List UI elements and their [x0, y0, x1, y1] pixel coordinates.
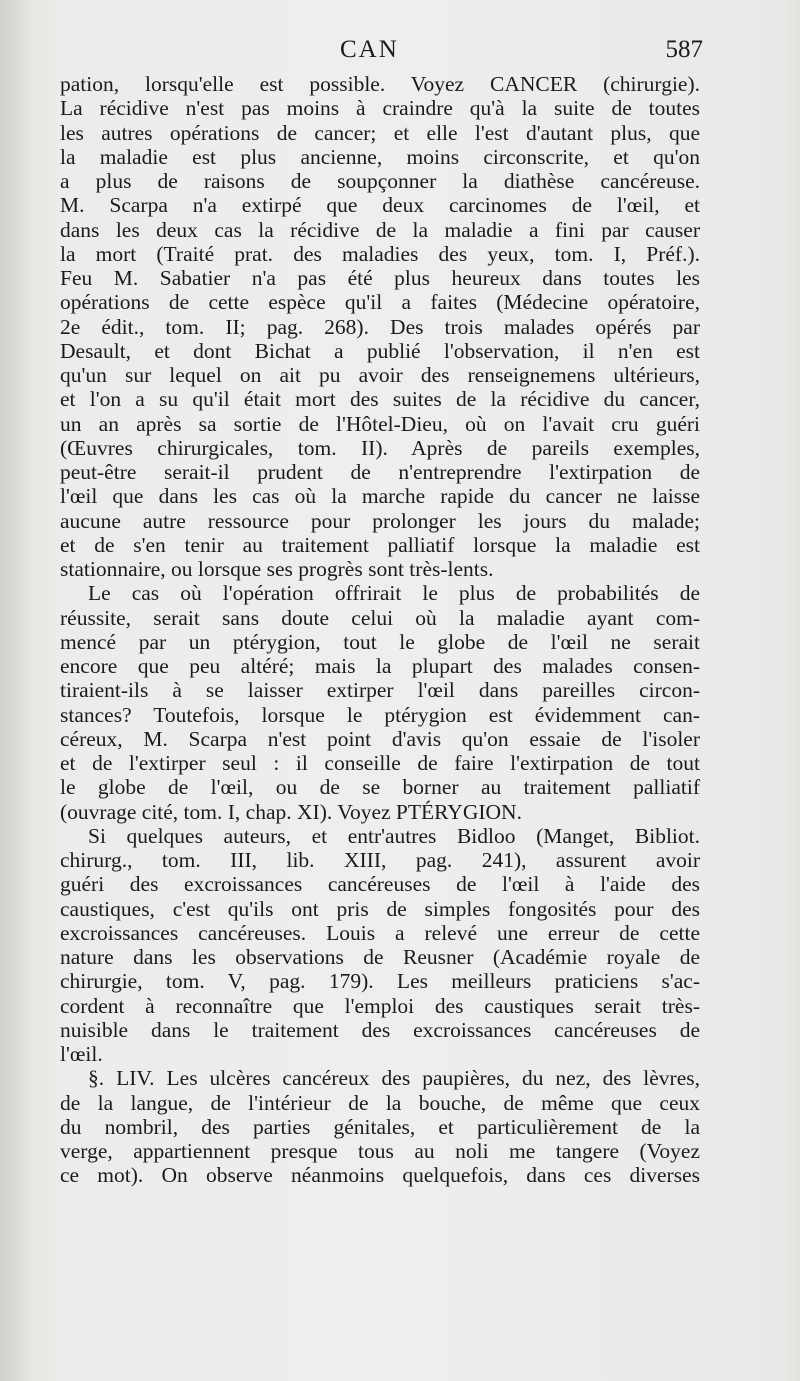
paragraph	[60, 824, 700, 1067]
text-line: Le cas où l'opération offrirait le plus de probabilités de	[88, 581, 700, 606]
text-line: guéri des excroissances cancéreuses de l'œil à l'aide des	[60, 872, 700, 897]
text-line: et l'on a su qu'il était mort des suites de la récidive du cancer,	[60, 387, 700, 412]
text-line: et de l'extirper seul : il conseille de faire l'extirpation de tout	[60, 751, 700, 775]
text-line: le globe de l'œil, ou de se borner au traitement palliatif	[60, 775, 700, 800]
text-line: ce mot). On observe néanmoins quelquefois, dans ces diverses	[60, 1163, 700, 1188]
text-line: la mort (Traité prat. des maladies des yeux, tom. I, Préf.).	[60, 241, 700, 266]
text-line: nature dans les observations de Reusner (Académie royale de	[60, 945, 700, 969]
text-line: dans les deux cas la récidive de la maladie a fini par causer	[60, 217, 700, 242]
running-title: CAN	[340, 36, 399, 63]
text-line: Si quelques auteurs, et entr'autres Bidloo (Manget, Bibliot.	[88, 823, 700, 848]
text-line: encore que peu altéré; mais la plupart des malades consen-	[60, 654, 700, 678]
text-line: qu'un sur lequel on ait pu avoir des renseignemens ultérieurs,	[60, 363, 700, 387]
paragraph	[60, 72, 700, 581]
text-line: §. LIV. Les ulcères cancéreux des paupières, du nez, des lèvres,	[88, 1066, 700, 1091]
paragraph	[60, 581, 700, 824]
text-line: pation, lorsqu'elle est possible. Voyez CANCER (chirurgie).	[60, 72, 700, 96]
text-line: Feu M. Sabatier n'a pas été plus heureux dans toutes les	[60, 266, 700, 290]
text-line: opérations de cette espèce qu'il a faites (Médecine opératoire,	[60, 290, 700, 315]
running-head	[60, 36, 703, 70]
text-line: caustiques, c'est qu'ils ont pris de simples fongosités pour des	[60, 896, 700, 921]
paragraph	[60, 1066, 700, 1187]
text-line: peut-être serait-il prudent de n'entreprendre l'extirpation de	[60, 460, 700, 484]
text-line: mencé par un ptérygion, tout le globe de l'œil ne serait	[60, 629, 700, 654]
text-line: (Œuvres chirurgicales, tom. II). Après de pareils exemples,	[60, 435, 700, 460]
body-text	[60, 72, 700, 1188]
text-line: M. Scarpa n'a extirpé que deux carcinomes de l'œil, et	[60, 193, 700, 218]
text-line: chirurg., tom. III, lib. XIII, pag. 241), assurent avoir	[60, 848, 700, 872]
text-line: excroissances cancéreuses. Louis a relevé une erreur de cette	[60, 920, 700, 945]
text-line: Desault, et dont Bichat a publié l'observation, il n'en est	[60, 338, 700, 363]
text-line: nuisible dans le traitement des excroissances cancéreuses de	[60, 1017, 700, 1042]
text-line: la maladie est plus ancienne, moins circonscrite, et qu'on	[60, 144, 700, 169]
text-line: cordent à reconnaître que l'emploi des caustiques serait très-	[60, 993, 700, 1018]
text-line: l'œil.	[60, 1042, 103, 1066]
page-number: 587	[665, 36, 703, 63]
text-line: verge, appartiennent presque tous au noli me tangere (Voyez	[60, 1139, 700, 1163]
text-line: stances? Toutefois, lorsque le ptérygion est évidemment can-	[60, 702, 700, 727]
text-line: chirurgie, tom. V, pag. 179). Les meilleurs praticiens s'ac-	[60, 969, 700, 994]
text-line: céreux, M. Scarpa n'est point d'avis qu'on essaie de l'isoler	[60, 726, 700, 751]
text-line: La récidive n'est pas moins à craindre qu'à la suite de toutes	[60, 96, 700, 121]
text-line: un an après sa sortie de l'Hôtel-Dieu, où on l'avait cru guéri	[60, 411, 700, 436]
text-line: aucune autre ressource pour prolonger les jours du malade;	[60, 508, 700, 533]
text-line: de la langue, de l'intérieur de la bouche, de même que ceux	[60, 1090, 700, 1115]
text-line: tiraient-ils à se laisser extirper l'œil dans pareilles circon-	[60, 678, 700, 703]
text-line: 2e édit., tom. II; pag. 268). Des trois malades opérés par	[60, 314, 700, 339]
text-line: réussite, serait sans doute celui où la maladie ayant com-	[60, 605, 700, 630]
text-line: du nombril, des parties génitales, et particulièrement de la	[60, 1114, 700, 1139]
text-line: et de s'en tenir au traitement palliatif lorsque la maladie est	[60, 532, 700, 557]
text-line: (ouvrage cité, tom. I, chap. XI). Voyez PTÉRYGION.	[60, 799, 522, 824]
text-line: a plus de raisons de soupçonner la diathèse cancéreuse.	[60, 169, 700, 193]
text-line: l'œil que dans les cas où la marche rapide du cancer ne laisse	[60, 484, 700, 509]
text-line: stationnaire, ou lorsque ses progrès sont très-lents.	[60, 557, 494, 581]
text-line: les autres opérations de cancer; et elle l'est d'autant plus, que	[60, 120, 700, 145]
